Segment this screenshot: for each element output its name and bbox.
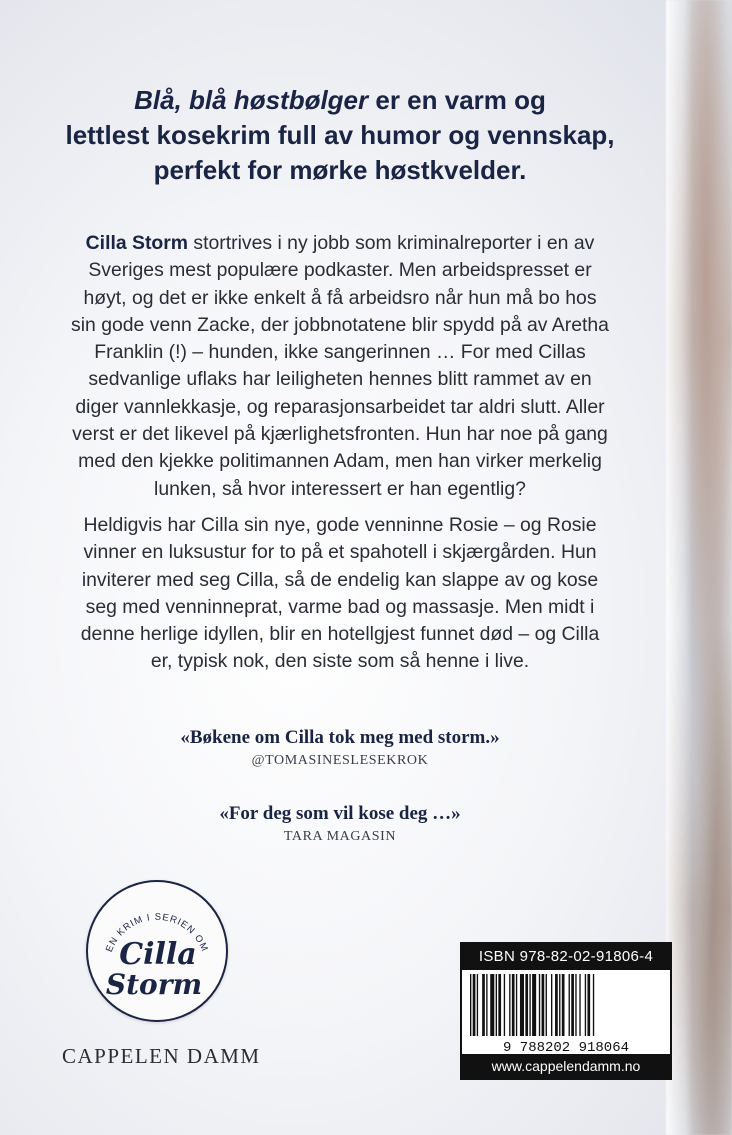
barcode-bar: [542, 974, 545, 1036]
series-badge-arc-text: EN KRIM I SERIEN OM: [103, 911, 211, 954]
tagline: [60, 83, 620, 188]
barcode-bar: [516, 974, 517, 1036]
barcode-graphic: [468, 974, 664, 1054]
barcode-bar: [482, 974, 485, 1036]
barcode-bar: [477, 974, 478, 1036]
blurb-paragraph-2: Heldigvis har Cilla sin nye, gode venninne Rosie – og Rosie vinner en luksustur for to på et spahotell i skjærgården. Hun inviterer med seg Cilla, så de endelig kan slappe av og kose seg med venninneprat, varme bad og massasje. Men midt i denne herlige idyllen, blir en hotellgjest funnet død – og Cilla er, typisk nok, den siste som så henne i live.: [80, 514, 600, 673]
barcode-bar: [585, 974, 586, 1036]
barcode-panel: [460, 942, 672, 1080]
blurb-p1-text: stortrives i ny jobb som kriminalreporter i en av Sveriges mest populære podkaster. Men arbeidspresset er høyt, og det er ikke enkelt å få arbeidsro når hun må bo hos sin gode venn Zacke, der jobbnotatene blir spydd på av Aretha Franklin (!) – hunden, ikke sangerinnen … For med Cillas sedvanlige uflaks har leiligheten hennes blitt rammet av en diger vannlekkasje, og reparasjonsarbeidet tar aldri slutt. Aller verst er det likevel på kjærlighetsfronten. Hun har noe på gang med den kjekke politimannen Adam, men han virker merkelig lunken, så hvor interessert er han egentlig?: [71, 232, 609, 500]
blurb-protagonist-name: Cilla Storm: [85, 232, 189, 254]
barcode-bar: [473, 974, 476, 1036]
barcode-bar: [575, 974, 576, 1036]
isbn-label: ISBN 978-82-02-91806-4: [462, 944, 670, 970]
tagline-line2: lettlest kosekrim full av humor og vennskap,: [65, 120, 615, 150]
barcode-bar: [559, 974, 560, 1036]
series-badge: [86, 880, 228, 1022]
series-badge-graphic: [88, 882, 226, 1020]
barcode-bar: [546, 974, 547, 1036]
barcode-bar: [496, 974, 497, 1036]
review-quote-2: [60, 803, 620, 845]
review-quote-1-text: «Bøkene om Cilla tok meg med storm.»: [180, 727, 500, 748]
barcode-bar: [571, 974, 574, 1036]
barcode-bar: [498, 974, 501, 1036]
review-quote-2-text: «For deg som vil kose deg …»: [219, 803, 461, 824]
publisher-logo-text: CAPPELEN DAMM: [62, 1044, 261, 1068]
barcode-bar: [504, 974, 505, 1036]
barcode-bar: [532, 974, 536, 1036]
barcode-bar: [562, 974, 565, 1036]
barcode-bar: [593, 974, 594, 1036]
tagline-line1-rest: er en varm og: [368, 85, 546, 115]
barcode-bar: [579, 974, 580, 1036]
barcode-bar: [587, 974, 590, 1036]
review-quote-1: [60, 727, 620, 769]
barcode-bar: [490, 974, 494, 1036]
barcode-bar: [529, 974, 530, 1036]
barcode-bar: [539, 974, 540, 1036]
barcode-bar: [555, 974, 558, 1036]
cover-front-edge: [666, 0, 732, 1135]
series-badge-name-line1: Cilla: [119, 937, 197, 972]
barcode-digits: 9 788202 918064: [502, 1040, 630, 1054]
review-quote-1-source: @TOMASINESLESEKROK: [251, 753, 429, 768]
barcode-bars: [470, 974, 594, 1036]
barcode-bar: [486, 974, 487, 1036]
barcode-bar: [470, 974, 471, 1036]
barcode-bar: [569, 974, 570, 1036]
series-badge-name-line2: Storm: [105, 968, 203, 1001]
barcode-bar: [525, 974, 528, 1036]
barcode-bar: [512, 974, 515, 1036]
barcode-bar: [509, 974, 510, 1036]
barcode-bar: [551, 974, 552, 1036]
review-quote-2-source: TARA MAGASIN: [283, 829, 397, 844]
tagline-book-title: Blå, blå høstbølger: [134, 85, 369, 115]
blurb-paragraph-1: [70, 230, 610, 503]
tagline-line3: perfekt for mørke høstkvelder.: [153, 155, 527, 185]
publisher-website: www.cappelendamm.no: [462, 1054, 670, 1078]
barcode-bar: [520, 974, 524, 1036]
